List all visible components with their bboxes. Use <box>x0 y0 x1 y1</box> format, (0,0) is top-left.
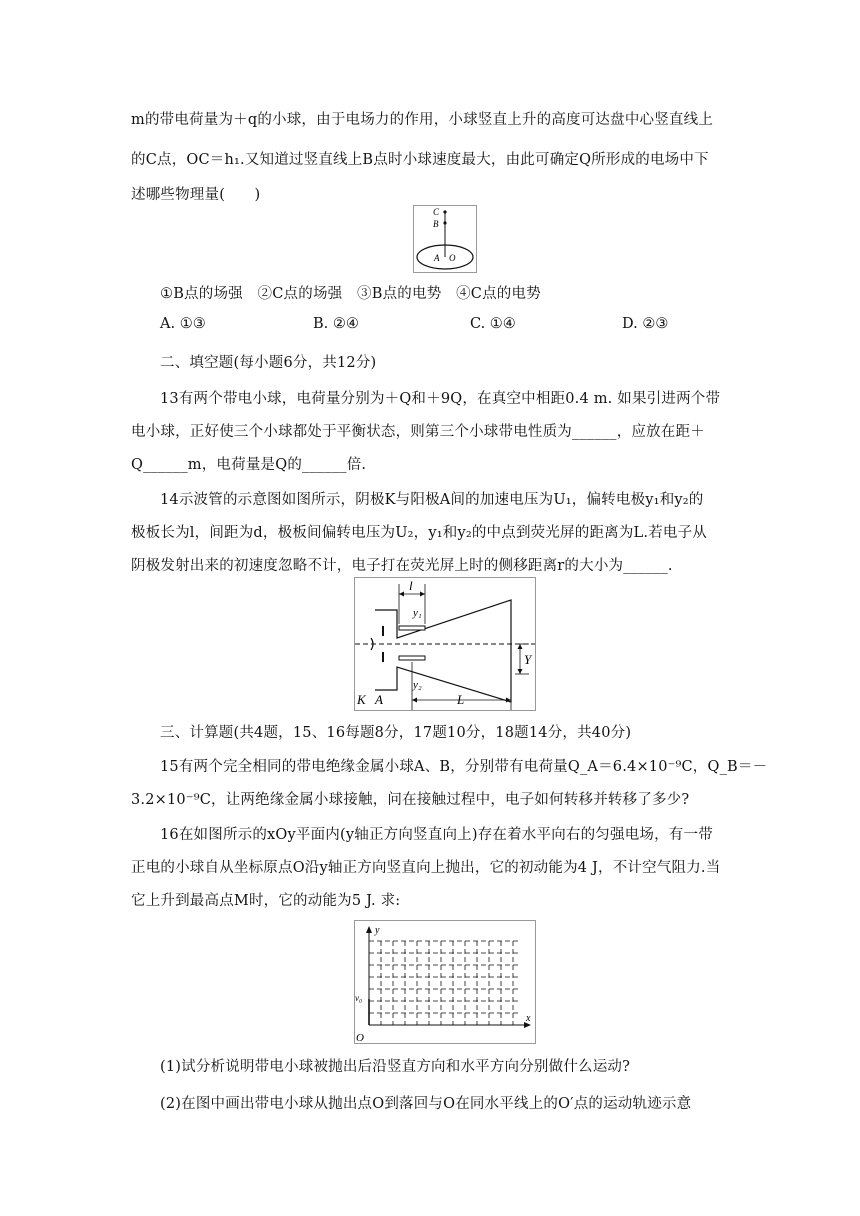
q14-line-3: 阴极发射出来的初速度忽略不计，电子打在荧光屏上时的侧移距离r的大小为______. <box>131 558 673 574</box>
section-3-title: 三、计算题(共4题，15、16每题8分，17题10分，18题14分，共40分) <box>160 725 632 741</box>
q16-sub-2: (2)在图中画出带电小球从抛出点O到落回与O在同水平线上的O′点的运动轨迹示意 <box>160 1096 692 1112</box>
label-l: l <box>409 578 413 593</box>
q13-line-2: 电小球，正好使三个小球都处于平衡状态，则第三个小球带电性质为______，应放在距＋ <box>131 424 705 440</box>
q12-line-2: 的C点，OC＝h₁.又知道过竖直线上B点时小球速度最大，由此可确定Q所形成的电场中下 <box>131 152 709 168</box>
plate-y1 <box>399 626 425 630</box>
q12-items: ①B点的场强 ②C点的场强 ③B点的电势 ④C点的电势 <box>160 286 541 302</box>
q12-option-d: D. ②③ <box>622 316 669 332</box>
y-axis-arrow <box>366 926 372 933</box>
disk-diagram <box>414 206 476 272</box>
cathode-ray-tube-diagram <box>355 578 535 710</box>
q12-figure <box>413 205 477 273</box>
point-b <box>443 221 446 224</box>
q12-option-b: B. ②④ <box>313 316 359 332</box>
label-y: y <box>375 925 380 936</box>
point-c <box>443 210 446 213</box>
q12-line-3: 述哪些物理量( ) <box>131 187 261 203</box>
q12-option-c: C. ①④ <box>470 316 516 332</box>
q16-line-2: 正电的小球自从坐标原点O沿y轴正方向竖直向上抛出，它的初动能为4 J，不计空气阻力.当 <box>131 860 721 876</box>
q12-option-a: A. ①③ <box>160 316 206 332</box>
q15-line-2: 3.2×10⁻⁹C，让两绝缘金属小球接触，问在接触过程中，电子如何转移并转移了多少? <box>131 792 690 808</box>
label-c: C <box>433 207 440 217</box>
label-Y: Y <box>524 652 532 667</box>
plate-y2 <box>399 656 425 660</box>
label-y1: y₁ <box>413 607 422 619</box>
q16-figure <box>354 920 536 1044</box>
label-L: L <box>457 692 465 707</box>
label-a: A <box>434 253 440 263</box>
dashed-grid <box>369 941 519 1025</box>
xoy-grid-diagram <box>355 921 535 1043</box>
q16-line-3: 它上升到最高点M时，它的动能为5 J. 求: <box>131 893 401 909</box>
label-A: A <box>375 692 383 707</box>
q13-line-3: Q______m，电荷量是Q的______倍. <box>131 457 367 473</box>
tube-outline <box>375 600 511 702</box>
label-v0: v₀ <box>355 993 363 1003</box>
q16-sub-1: (1)试分析说明带电小球被抛出后沿竖直方向和水平方向分别做什么运动? <box>160 1059 631 1075</box>
label-b: B <box>433 219 439 229</box>
q15-line-1: 15有两个完全相同的带电绝缘金属小球A、B，分别带有电荷量Q_A＝6.4×10⁻⁹C，Q_B＝－ <box>160 759 768 775</box>
label-origin: O <box>356 1032 364 1043</box>
q13-line-1: 13有两个带电小球，电荷量分别为＋Q和＋9Q，在真空中相距0.4 m. 如果引进两个带 <box>160 391 721 407</box>
label-o: O <box>449 253 456 263</box>
q16-line-1: 16在如图所示的xOy平面内(y轴正方向竖直向上)存在着水平向右的匀强电场，有一带 <box>160 827 713 843</box>
section-2-title: 二、填空题(每小题6分，共12分) <box>160 355 377 371</box>
label-y2: y₂ <box>413 679 422 691</box>
q14-line-2: 极板长为l，间距为d，极板间偏转电压为U₂，y₁和y₂的中点到荧光屏的距离为L.若电子从 <box>131 525 707 541</box>
label-K: K <box>357 692 366 707</box>
q12-line-1: m的带电荷量为＋q的小球，由于电场力的作用，小球竖直上升的高度可达盘中心竖直线上 <box>131 112 714 128</box>
q14-figure <box>354 577 536 711</box>
q14-line-1: 14示波管的示意图如图所示，阴极K与阳极A间的加速电压为U₁，偏转电极y₁和y₂的 <box>160 492 704 508</box>
label-x: x <box>526 1013 531 1024</box>
